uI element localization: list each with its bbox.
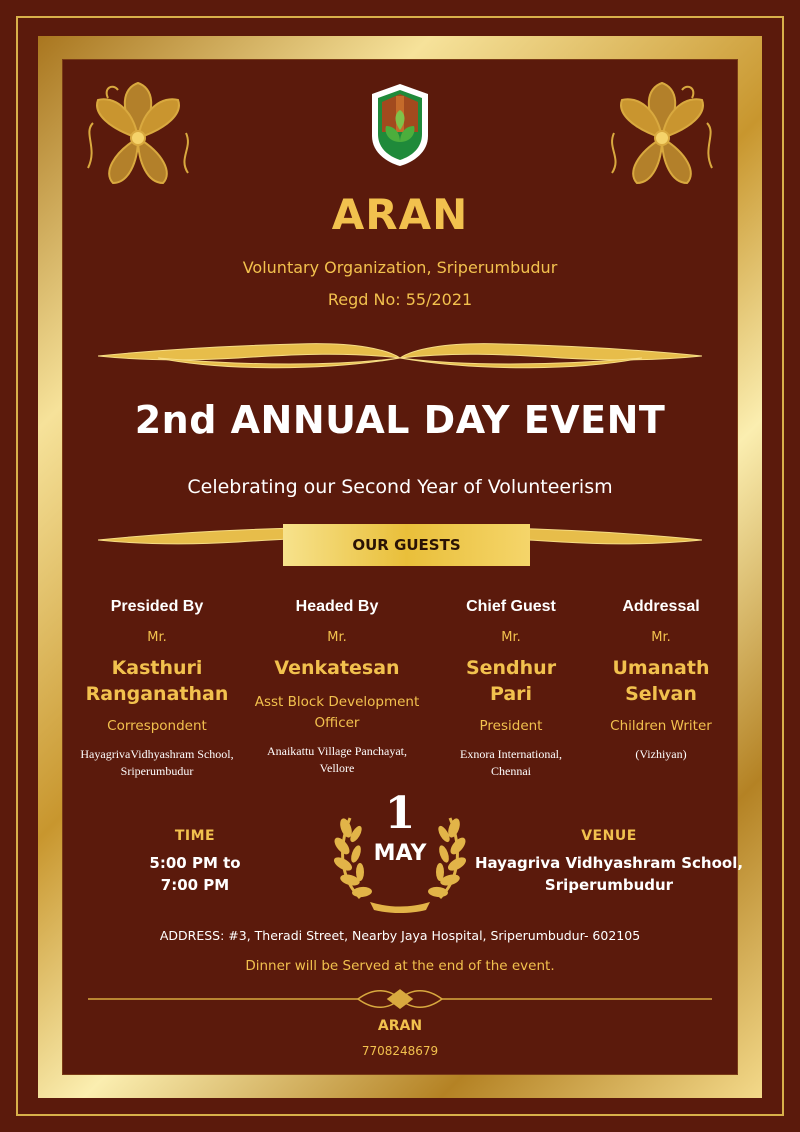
guest-name-line1: Sendhur bbox=[465, 657, 557, 679]
guest-org-line2: Chennai bbox=[491, 764, 531, 778]
guest-role: Addressal bbox=[622, 598, 700, 615]
guest-organization bbox=[566, 746, 756, 763]
venue-line1: Hayagriva Vidhyashram School, bbox=[474, 854, 744, 872]
guest-name-line2: Selvan bbox=[625, 683, 697, 705]
guest-organization bbox=[62, 746, 252, 780]
time-block bbox=[100, 828, 290, 896]
guest-honorific: Mr. bbox=[147, 630, 167, 645]
guest-role: Presided By bbox=[110, 598, 204, 615]
guest-org-line2: Vellore bbox=[319, 761, 355, 775]
guest-name-line1: Umanath bbox=[612, 657, 710, 679]
brand-title: ARAN bbox=[331, 190, 469, 239]
guest-org-line1: Exnora International, bbox=[460, 747, 562, 761]
guest-name bbox=[62, 655, 252, 707]
guest-role: Headed By bbox=[295, 598, 379, 615]
guest-name-line1: Venkatesan bbox=[274, 657, 400, 679]
aran-logo-icon bbox=[366, 80, 434, 168]
guest-honorific: Mr. bbox=[327, 630, 347, 645]
event-tagline: Celebrating our Second Year of Volunteerism bbox=[187, 476, 613, 498]
guest-honorific: Mr. bbox=[501, 630, 521, 645]
venue-block bbox=[470, 828, 748, 896]
guest-name-line1: Kasthuri bbox=[111, 657, 203, 679]
guest-title: Children Writer bbox=[610, 718, 712, 734]
guest-presided-by bbox=[62, 598, 252, 780]
organization-subtitle: Voluntary Organization, Sriperumbudur bbox=[242, 258, 558, 277]
guest-org-line1: Anaikattu Village Panchayat, bbox=[266, 744, 407, 758]
footer-phone: 7708248679 bbox=[361, 1044, 439, 1058]
registration-number: Regd No: 55/2021 bbox=[327, 290, 473, 309]
guest-title: Correspondent bbox=[107, 718, 207, 734]
event-address: ADDRESS: #3, Theradi Street, Nearby Jaya Hospital, Sriperumbudur- 602105 bbox=[159, 928, 641, 943]
our-guests-banner: OUR GUESTS bbox=[283, 524, 530, 566]
guest-title-line2: Officer bbox=[314, 715, 360, 731]
time-line1: 5:00 PM to bbox=[149, 854, 241, 872]
floral-ornament-right-icon bbox=[602, 78, 722, 196]
time-label: TIME bbox=[174, 828, 216, 844]
bottom-ornament-divider-icon bbox=[88, 986, 712, 1012]
guest-org-line2: Sriperumbudur bbox=[120, 764, 194, 778]
venue-label: VENUE bbox=[581, 828, 637, 844]
guest-name bbox=[566, 655, 756, 707]
guest-addressal bbox=[566, 598, 756, 763]
footer-brand: ARAN bbox=[377, 1018, 423, 1034]
guest-name bbox=[242, 655, 432, 681]
guest-title-line1: Asst Block Development bbox=[254, 694, 420, 710]
guest-honorific: Mr. bbox=[651, 630, 671, 645]
event-title: 2nd ANNUAL DAY EVENT bbox=[134, 398, 666, 442]
guest-title: President bbox=[479, 718, 543, 734]
dinner-note: Dinner will be Served at the end of the event. bbox=[245, 958, 555, 974]
gold-swirl-divider-icon bbox=[98, 336, 702, 376]
guest-org-line1: (Vizhiyan) bbox=[635, 747, 687, 761]
guest-role: Chief Guest bbox=[466, 598, 556, 615]
guest-organization bbox=[242, 743, 432, 777]
floral-ornament-left-icon bbox=[78, 78, 198, 196]
guest-name-line2: Pari bbox=[489, 683, 533, 705]
guest-headed-by bbox=[242, 598, 432, 777]
venue-line2: Sriperumbudur bbox=[544, 876, 674, 894]
event-date-day: 1 bbox=[384, 788, 416, 839]
guest-title bbox=[242, 692, 432, 734]
event-date-month: MAY bbox=[373, 841, 427, 866]
time-line2: 7:00 PM bbox=[160, 876, 230, 894]
guest-name-line2: Ranganathan bbox=[85, 683, 229, 705]
guest-org-line1: HayagrivaVidhyashram School, bbox=[80, 747, 234, 761]
